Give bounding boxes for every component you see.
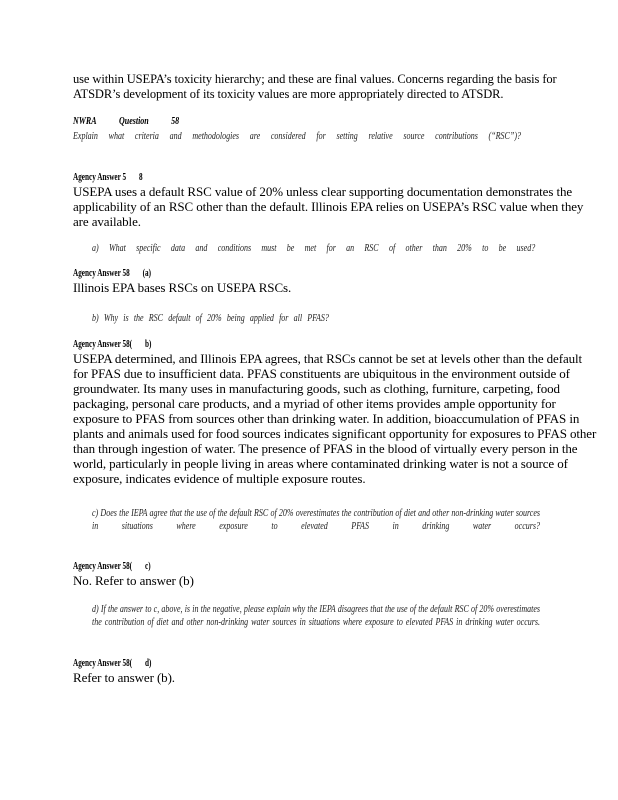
question-number: 58 xyxy=(171,116,180,127)
sub-answer-a-label: Agency Answer 58 (a) xyxy=(73,268,152,279)
sub-answer-a: Illinois EPA bases RSCs on USEPA RSCs. xyxy=(73,280,292,295)
sub-question-c: c) Does the IEPA agree that the use of the default RSC of 20% overestimates the contribution of diet and other non-drinking water sources in situations where exposure to elevated PFAS in drinking water occurs? xyxy=(92,508,540,532)
question-word: Question xyxy=(118,116,149,127)
question-heading xyxy=(73,116,179,127)
sub-answer-c-label: Agency Answer 58( c) xyxy=(73,561,151,572)
answer-label: Agency Answer 5 8 xyxy=(73,172,143,183)
sub-answer-c: No. Refer to answer (b) xyxy=(73,573,194,588)
sub-question-b: b) Why is the RSC default of 20% being applied for all PFAS? xyxy=(92,313,329,324)
sub-answer-d-label: Agency Answer 58( d) xyxy=(73,658,152,669)
sub-question-a: a) What specific data and conditions must be met for an RSC of other than 20% to be used? xyxy=(92,243,536,254)
sub-question-d: d) If the answer to c, above, is in the negative, please explain why the IEPA disagrees that the use of the default RSC of 20% overestimates the contribution of diet and other non-drinking water sources in situations where exposure to elevated PFAS in drinking water occurs. xyxy=(92,604,540,628)
sub-answer-b-label: Agency Answer 58( b) xyxy=(73,339,152,350)
sub-answer-d: Refer to answer (b). xyxy=(73,670,175,685)
question-org: NWRA xyxy=(73,116,97,127)
sub-answer-b: USEPA determined, and Illinois EPA agrees, that RSCs cannot be set at levels other than the default for PFAS due to insufficient data. PFAS constituents are ubiquitous in the environment outside of groundwater. Its many uses in manufacturing goods, such as clothing, furniture, carpeting, food packaging, personal care products, and a myriad of other items provides ample opportunity for exposure to PFAS from sources other than drinking water. In addition, bioaccumulation of PFAS in plants and animals used for food sources indicates significant opportunity for exposures to PFAS other than through ingestion of water. The presence of PFAS in the blood of virtually every person in the world, particularly in people living in areas where contaminated drinking water is not a source of exposure, indicates evidence of multiple exposure routes. xyxy=(73,351,597,486)
answer-paragraph: USEPA uses a default RSC value of 20% unless clear supporting documentation demonstrates the applicability of an RSC other than the default. Illinois EPA relies on USEPA’s RSC value when they are available. xyxy=(73,184,584,229)
intro-paragraph: use within USEPA’s toxicity hierarchy; and these are final values. Concerns regarding the basis for ATSDR’s development of its toxicity values are more appropriately directed to ATSDR. xyxy=(73,72,557,101)
question-text: Explain what criteria and methodologies are considered for setting relative source contributions (“RSC”)? xyxy=(73,131,521,142)
